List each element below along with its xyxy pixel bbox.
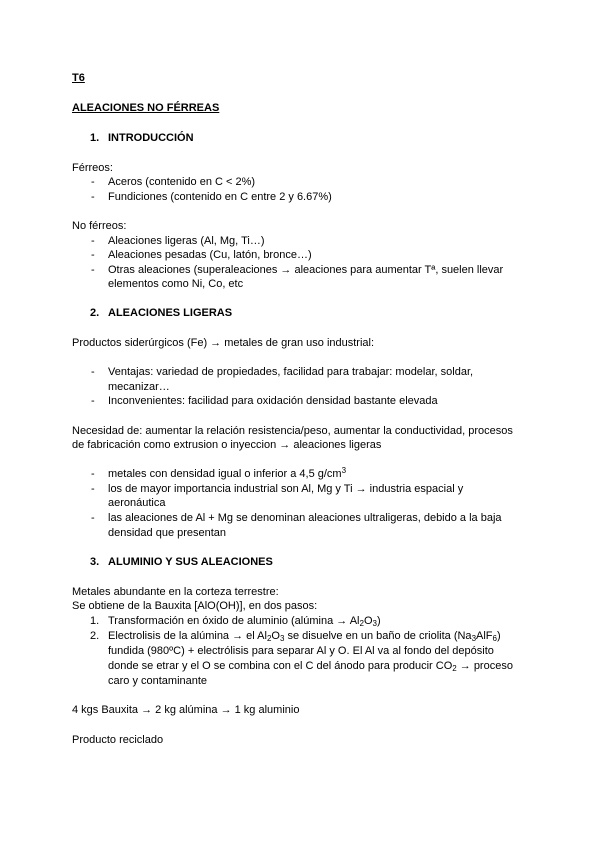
noferreos-label: No férreos: [72, 220, 127, 232]
list-bullet: - [91, 366, 95, 378]
doc-title: ALEACIONES NO FÉRREAS [72, 102, 220, 114]
ferreos-label: Férreos: [72, 162, 113, 174]
list-item: Ventajas: variedad de propiedades, facilidad para trabajar: modelar, soldar, [108, 366, 474, 378]
list-bullet: - [91, 483, 95, 495]
ordered-item-continuation: donde se etrar y el O se combina con el C del ánodo para producir $CO_2$ → proceso [108, 660, 513, 673]
paragraph: Producto reciclado [72, 734, 164, 746]
ordered-item: Electrolisis de la alúmina → el $Al_2O_3$ se disuelve en un baño de criolita $(Na_3AlF_6)$ [108, 630, 501, 643]
ordered-item-continuation: fundida (980ºC) + electrólisis para separar Al y O. El Al va al fondo del depósito [108, 645, 494, 657]
ordered-number: 2. [90, 630, 100, 642]
list-item: Otras aleaciones (superaleaciones → aleaciones para aumentar Tª, suelen llevar [108, 264, 504, 276]
ordered-number: 1. [90, 615, 100, 627]
list-item: los de mayor importancia industrial son Al, Mg y Ti → industria espacial y [108, 483, 464, 495]
list-item-continuation: elementos como Ni, Co, etc [108, 278, 244, 290]
list-bullet: - [91, 176, 95, 188]
list-item: Aceros (contenido en C < 2%) [108, 176, 256, 188]
paragraph-continuation: de fabricación como extrusion o inyeccion → aleaciones ligeras [72, 439, 382, 451]
list-bullet: - [91, 191, 95, 203]
list-item: metales con densidad igual o inferior a 4,5 $g/cm^3$ [108, 466, 347, 480]
ordered-item: Transformación en óxido de aluminio (alúmina → $Al_2O_3$) [108, 615, 381, 628]
paragraph: Necesidad de: aumentar la relación resistencia/peso, aumentar la conductividad, procesos [72, 425, 513, 437]
section-2-number: 2. [90, 307, 100, 319]
list-item-continuation: mecanizar… [108, 381, 170, 393]
list-bullet: - [91, 512, 95, 524]
list-bullet: - [91, 264, 95, 276]
paragraph: Productos siderúrgicos (Fe) → metales de gran uso industrial: [72, 337, 375, 349]
doc-code: T6 [72, 72, 85, 84]
list-item: Inconvenientes: facilidad para oxidación densidad bastante elevada [108, 395, 438, 407]
list-bullet: - [91, 249, 95, 261]
paragraph: Se obtiene de la Bauxita [AlO(OH)], en dos pasos: [72, 600, 318, 612]
list-item: las aleaciones de Al + Mg se denominan aleaciones ultraligeras, debido a la baja [108, 512, 502, 524]
ordered-item-continuation: caro y contaminante [108, 675, 208, 687]
section-1-number: 1. [90, 132, 100, 144]
paragraph: Metales abundante en la corteza terrestre: [72, 586, 279, 598]
section-1-heading: INTRODUCCIÓN [108, 132, 194, 144]
list-bullet: - [91, 395, 95, 407]
section-3-number: 3. [90, 556, 100, 568]
section-3-heading: ALUMINIO Y SUS ALEACIONES [108, 556, 273, 568]
section-2-heading: ALEACIONES LIGERAS [108, 307, 233, 319]
list-item: Aleaciones ligeras (Al, Mg, Ti…) [108, 235, 265, 247]
list-item: Fundiciones (contenido en C entre 2 y 6.67%) [108, 191, 332, 203]
list-bullet: - [91, 468, 95, 480]
list-bullet: - [91, 235, 95, 247]
paragraph: 4 kgs Bauxita → 2 kg alúmina → 1 kg aluminio [72, 704, 300, 716]
list-item-continuation: densidad que presentan [108, 527, 227, 539]
list-item: Aleaciones pesadas (Cu, latón, bronce…) [108, 249, 312, 261]
list-item-continuation: aeronáutica [108, 497, 166, 509]
